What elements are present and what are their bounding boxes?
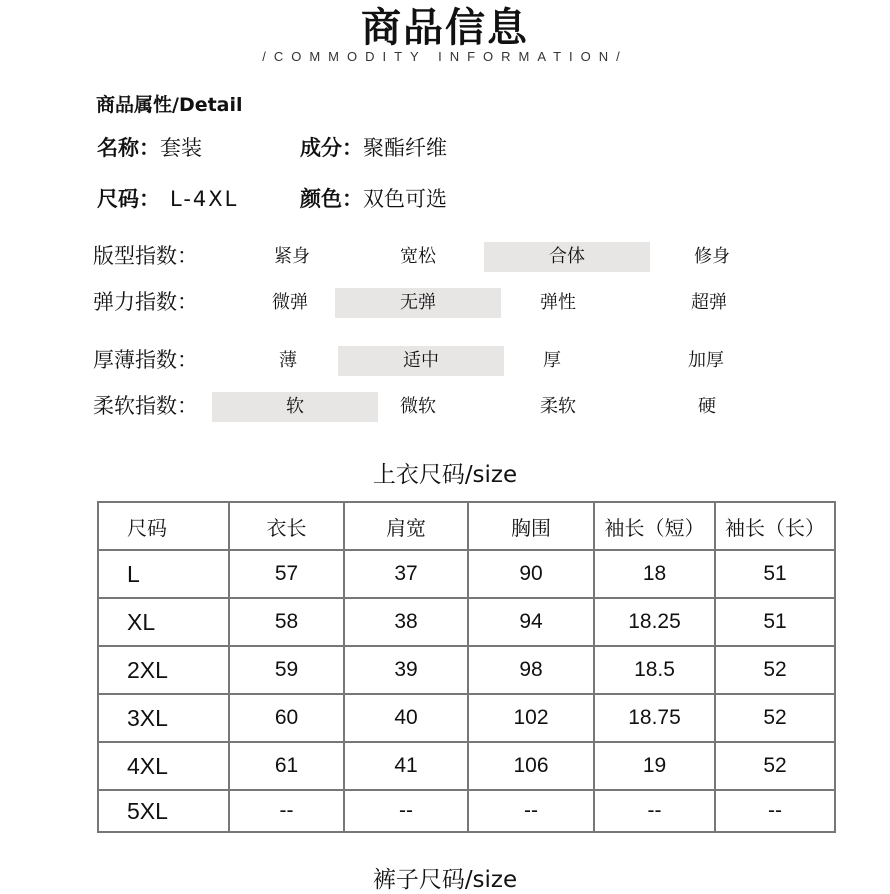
table-row xyxy=(98,550,835,598)
index-option: 宽松 xyxy=(400,246,436,267)
table-cell: 38 xyxy=(344,598,468,646)
attr-color xyxy=(300,183,447,213)
attr-name-label: 名称： xyxy=(97,136,160,160)
attr-color-value: 双色可选 xyxy=(363,187,447,211)
table-cell: 肩宽 xyxy=(344,502,468,550)
table-cell: 51 xyxy=(715,598,835,646)
index-label: 弹力指数： xyxy=(93,290,198,314)
table-cell: 52 xyxy=(715,646,835,694)
table-cell: 39 xyxy=(344,646,468,694)
table-cell: 5XL xyxy=(98,790,229,832)
table-cell: -- xyxy=(715,790,835,832)
table-cell: 3XL xyxy=(98,694,229,742)
table-cell: 衣长 xyxy=(229,502,344,550)
detail-heading: 商品属性/Detail xyxy=(96,94,243,116)
table-cell: 60 xyxy=(229,694,344,742)
table-cell: 2XL xyxy=(98,646,229,694)
table-cell: -- xyxy=(468,790,594,832)
index-option-selected: 软 xyxy=(212,392,378,422)
index-label: 厚薄指数： xyxy=(93,348,198,372)
table-cell: 18.5 xyxy=(594,646,715,694)
top-size-table xyxy=(97,501,836,833)
table-row xyxy=(98,790,835,832)
table-cell: 51 xyxy=(715,550,835,598)
table-cell: 18 xyxy=(594,550,715,598)
attr-size xyxy=(97,183,238,213)
table-cell: 90 xyxy=(468,550,594,598)
page-subtitle: /COMMODITY INFORMATION/ xyxy=(262,49,628,64)
table-cell: 18.75 xyxy=(594,694,715,742)
attr-size-label: 尺码： xyxy=(97,187,160,211)
index-option: 加厚 xyxy=(688,350,724,371)
index-option: 微软 xyxy=(400,396,436,417)
table-cell: 袖长（短） xyxy=(594,502,715,550)
index-option: 硬 xyxy=(698,396,716,417)
table-cell: 52 xyxy=(715,742,835,790)
table-cell: 4XL xyxy=(98,742,229,790)
attr-material xyxy=(300,132,447,162)
table-row xyxy=(98,694,835,742)
index-option: 厚 xyxy=(543,350,561,371)
index-option-selected: 无弹 xyxy=(335,288,501,318)
attr-color-label: 颜色： xyxy=(300,187,363,211)
index-option: 修身 xyxy=(694,246,730,267)
table-cell: 19 xyxy=(594,742,715,790)
index-label: 版型指数： xyxy=(93,244,198,268)
index-option: 柔软 xyxy=(540,396,576,417)
table-cell: 59 xyxy=(229,646,344,694)
table-cell: -- xyxy=(229,790,344,832)
table-cell: XL xyxy=(98,598,229,646)
table-cell: 102 xyxy=(468,694,594,742)
table-cell: L xyxy=(98,550,229,598)
attr-material-value: 聚酯纤维 xyxy=(363,136,447,160)
index-option: 微弹 xyxy=(272,292,308,313)
table-cell: 41 xyxy=(344,742,468,790)
table-cell: 58 xyxy=(229,598,344,646)
table-cell: 37 xyxy=(344,550,468,598)
table-cell: 胸围 xyxy=(468,502,594,550)
table-cell: 袖长（长） xyxy=(715,502,835,550)
table-cell: -- xyxy=(594,790,715,832)
table-cell: 98 xyxy=(468,646,594,694)
table-cell: -- xyxy=(344,790,468,832)
attr-name-value: 套装 xyxy=(160,136,202,160)
index-option: 弹性 xyxy=(540,292,576,313)
index-option: 薄 xyxy=(279,350,297,371)
table-cell: 106 xyxy=(468,742,594,790)
attr-size-value: L-4XL xyxy=(170,187,239,211)
table-cell: 52 xyxy=(715,694,835,742)
table-cell: 94 xyxy=(468,598,594,646)
index-option: 紧身 xyxy=(274,246,310,267)
table-row xyxy=(98,646,835,694)
table-row xyxy=(98,742,835,790)
table-header-row xyxy=(98,502,835,550)
index-option-selected: 合体 xyxy=(484,242,650,272)
index-option-selected: 适中 xyxy=(338,346,504,376)
top-size-title: 上衣尺码/size xyxy=(372,462,518,488)
table-cell: 尺码 xyxy=(98,502,229,550)
table-row xyxy=(98,598,835,646)
pants-size-title: 裤子尺码/size xyxy=(372,867,518,893)
table-cell: 18.25 xyxy=(594,598,715,646)
attr-name xyxy=(97,132,202,162)
table-cell: 57 xyxy=(229,550,344,598)
page-title: 商品信息 xyxy=(361,5,529,51)
table-cell: 40 xyxy=(344,694,468,742)
attr-material-label: 成分： xyxy=(300,136,363,160)
table-cell: 61 xyxy=(229,742,344,790)
index-label: 柔软指数： xyxy=(93,394,198,418)
index-option: 超弹 xyxy=(691,292,727,313)
